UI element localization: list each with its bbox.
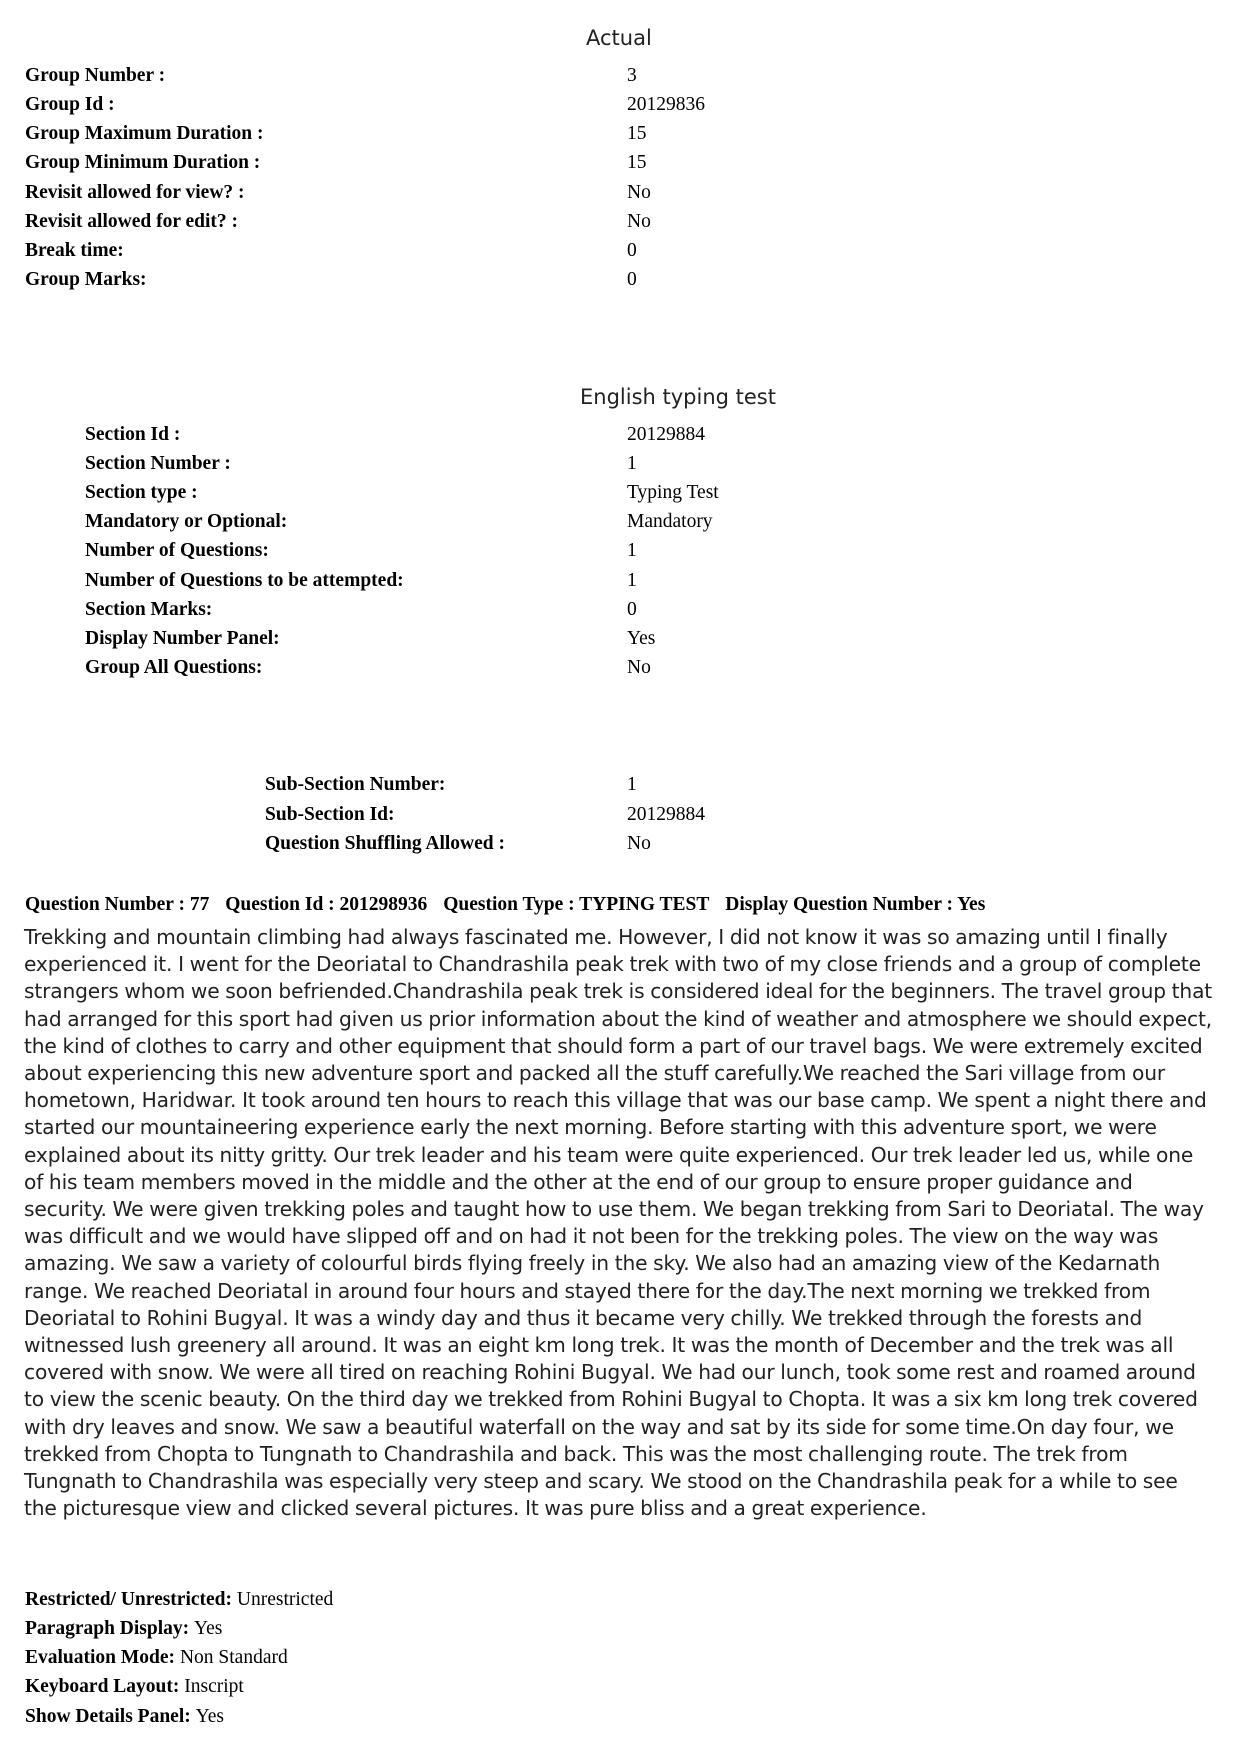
question-id: Question Id : 201298936 xyxy=(225,894,428,915)
field-label: Restricted/ Unrestricted: xyxy=(25,1589,237,1610)
field-value: 0 xyxy=(627,269,637,290)
field-value: Inscript xyxy=(184,1676,244,1697)
field-value: 0 xyxy=(627,240,637,261)
field-label: Section Number : xyxy=(85,453,231,474)
field-value: Yes xyxy=(627,628,656,649)
field-value: 0 xyxy=(627,599,637,620)
field-value: Non Standard xyxy=(179,1647,288,1668)
display-question-number: Display Question Number : Yes xyxy=(725,894,986,915)
field-value: 15 xyxy=(627,152,647,173)
field-value: No xyxy=(627,211,651,232)
field-value: 1 xyxy=(627,570,637,591)
field-label: Section type : xyxy=(85,482,198,503)
field-label: Section Marks: xyxy=(85,599,213,620)
field-label: Group Maximum Duration : xyxy=(25,123,264,144)
restricted-row xyxy=(25,1585,333,1614)
field-value: No xyxy=(627,657,651,678)
field-value: 15 xyxy=(627,123,647,144)
typing-passage: Trekking and mountain climbing had always fascinated me. However, I did not know it was so amazing until I finally experienced it. I went for the Deoriatal to Chandrashila peak trek with two of my close friends and a group of complete strangers whom we soon befriended.Chandrashila peak trek is considered ideal for the beginners. The travel group that had arranged for this sport had given us prior information about the kind of weather and atmosphere we should expect, the kind of clothes to carry and other equipment that should form a part of our travel bags. We were extremely excited about experiencing this new adventure sport and packed all the stuff carefully.We reached the Sari village from our hometown, Haridwar. It took around ten hours to reach this village that was our base camp. We spent a night there and started our mountaineering experience early the next morning. Before starting with this adventure sport, we were explained about its nitty gritty. Our trek leader and his team were quite experienced. Our trek leader led us, while one of his team members moved in the middle and the other at the end of our group to ensure proper guidance and security. We were given trekking poles and taught how to use them. We began trekking from Sari to Deoriatal. The way was difficult and we would have slipped off and on had it not been for the trekking poles. The view on the way was amazing. We saw a variety of colourful birds flying freely in the sky. We also had an amazing view of the Kedarnath range. We reached Deoriatal in around four hours and stayed there for the day.The next morning we trekked from Deoriatal to Rohini Bugyal. It was a windy day and thus it became very chilly. We trekked through the forests and witnessed lush greenery all around. It was an eight km long trek. It was the month of December and the trek was all covered with snow. We were all tired on reaching Rohini Bugyal. We had our lunch, took some rest and roamed around to view the scenic beauty. On the third day we trekked from Rohini Bugyal to Chopta. It was a six km long trek covered with dry leaves and snow. We saw a beautiful waterfall on the way and sat by its side for some time.On day four, we trekked from Chopta to Tungnath to Chandrashila and back. This was the most challenging route. The trek from Tungnath to Chandrashila was especially very steep and scary. We stood on the Chandrashila peak for a while to see the picturesque view and clicked several pictures. It was pure bliss and a great experience. xyxy=(24,925,1213,1521)
field-label: Display Number Panel: xyxy=(85,628,280,649)
group-heading: Actual xyxy=(586,26,652,50)
field-label: Group Minimum Duration : xyxy=(25,152,261,173)
field-label: Number of Questions: xyxy=(85,540,269,561)
field-label: Question Shuffling Allowed : xyxy=(265,833,506,854)
field-label: Revisit allowed for view? : xyxy=(25,182,245,203)
question-type: Question Type : TYPING TEST xyxy=(443,894,710,915)
field-value: No xyxy=(627,182,651,203)
field-value: 1 xyxy=(627,774,637,795)
field-label: Section Id : xyxy=(85,424,181,445)
details-panel-row xyxy=(25,1702,224,1731)
field-label: Keyboard Layout: xyxy=(25,1676,185,1697)
field-value: 1 xyxy=(627,540,637,561)
field-value: Mandatory xyxy=(627,511,713,532)
field-label: Sub-Section Id: xyxy=(265,804,395,825)
field-value: Yes xyxy=(195,1706,224,1727)
field-label: Number of Questions to be attempted: xyxy=(85,570,404,591)
paragraph-display-row xyxy=(25,1614,222,1643)
field-value: 20129884 xyxy=(627,424,705,445)
field-label: Revisit allowed for edit? : xyxy=(25,211,239,232)
field-value: Typing Test xyxy=(627,482,719,503)
field-label: Evaluation Mode: xyxy=(25,1647,180,1668)
field-label: Mandatory or Optional: xyxy=(85,511,288,532)
field-label: Group All Questions: xyxy=(85,657,263,678)
field-label: Show Details Panel: xyxy=(25,1706,196,1727)
question-number: Question Number : 77 xyxy=(25,894,210,915)
field-value: Yes xyxy=(194,1618,223,1639)
field-label: Group Marks: xyxy=(25,269,147,290)
field-value: Unrestricted xyxy=(236,1589,334,1610)
field-value: 3 xyxy=(627,65,637,86)
field-value: 1 xyxy=(627,453,637,474)
evaluation-mode-row xyxy=(25,1643,288,1672)
field-label: Sub-Section Number: xyxy=(265,774,446,795)
field-value: 20129884 xyxy=(627,804,705,825)
field-label: Break time: xyxy=(25,240,124,261)
field-value: No xyxy=(627,833,651,854)
keyboard-layout-row xyxy=(25,1672,244,1701)
field-label: Paragraph Display: xyxy=(25,1618,195,1639)
field-value: 20129836 xyxy=(627,94,705,115)
question-header xyxy=(25,894,996,916)
field-label: Group Number : xyxy=(25,65,166,86)
section-heading: English typing test xyxy=(580,385,776,409)
field-label: Group Id : xyxy=(25,94,115,115)
